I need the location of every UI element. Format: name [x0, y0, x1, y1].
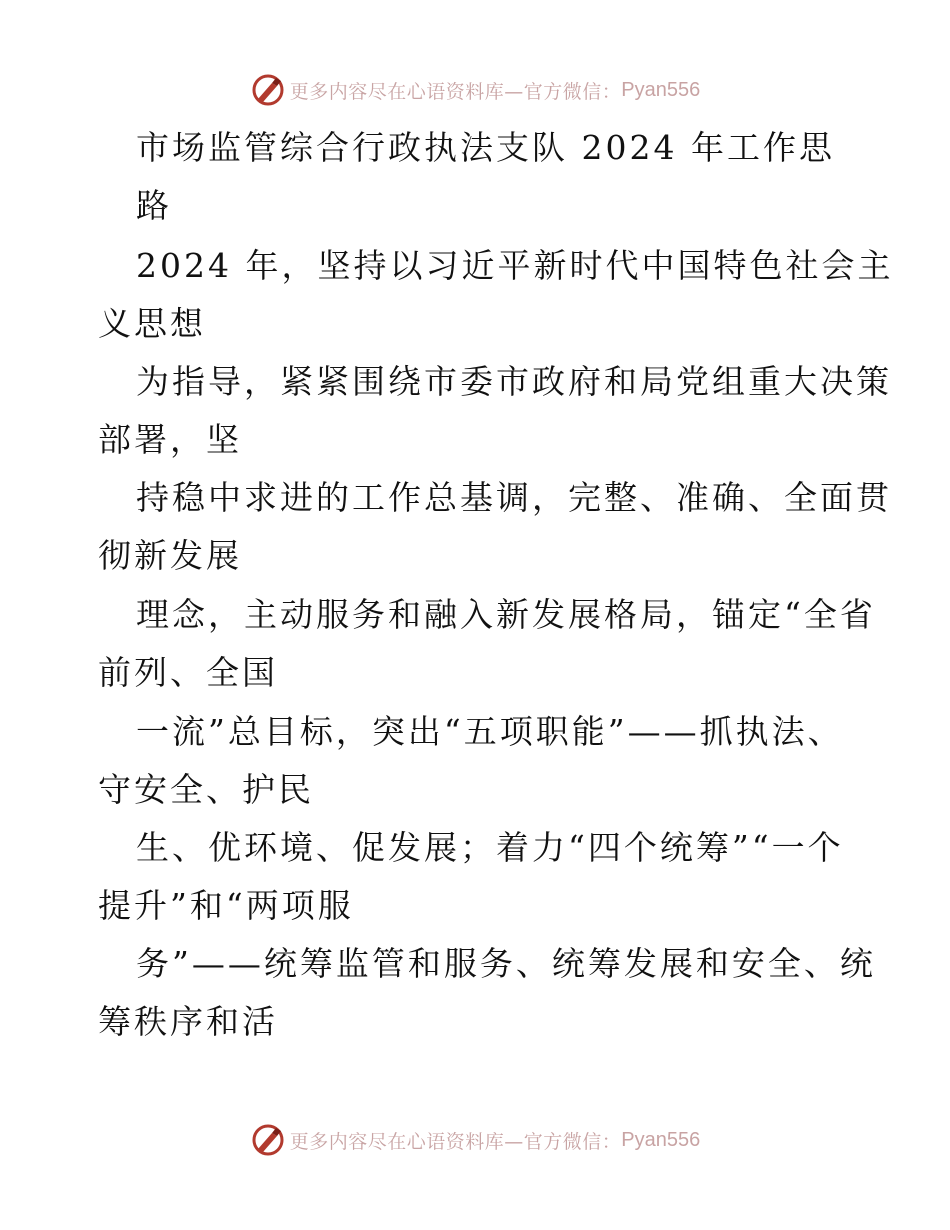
paragraph-line: 理念，主动服务和融入新发展格局，锚定“全省: [136, 595, 876, 634]
watermark-wechat-id: Pyan556: [621, 1128, 701, 1151]
footer-watermark: [0, 1120, 950, 1160]
watermark-text: 更多内容尽在心语资料库—官方微信：: [289, 80, 622, 103]
paragraph-line: 部署，坚: [98, 420, 242, 459]
paragraph-line: 2024 年，坚持以习近平新时代中国特色社会主: [136, 246, 894, 285]
paragraph-line: 务”——统筹监管和服务、统筹发展和安全、统: [136, 944, 876, 983]
watermark-wechat-id: Pyan556: [621, 78, 701, 101]
pen-logo-icon: [250, 72, 286, 108]
paragraph-line: 守安全、护民: [98, 770, 314, 809]
pen-logo-icon: [250, 1122, 286, 1158]
title-line-1: 市场监管综合行政执法支队 2024 年工作思: [136, 128, 835, 167]
paragraph-line: 义思想: [98, 304, 206, 343]
title-line-2: 路: [136, 186, 172, 225]
paragraph-line: 为指导，紧紧围绕市委市政府和局党组重大决策: [136, 362, 892, 401]
paragraph-line: 提升”和“两项服: [98, 886, 354, 925]
paragraph-line: 前列、全国: [98, 653, 278, 692]
paragraph-line: 一流”总目标，突出“五项职能”——抓执法、: [136, 712, 844, 751]
paragraph-line: 持稳中求进的工作总基调，完整、准确、全面贯: [136, 478, 892, 517]
paragraph-line: 彻新发展: [98, 536, 242, 575]
header-watermark: [0, 70, 950, 110]
paragraph-line: 筹秩序和活: [98, 1002, 278, 1041]
paragraph-line: 生、优环境、促发展；着力“四个统筹”“一个: [136, 828, 844, 867]
watermark-text: 更多内容尽在心语资料库—官方微信：: [289, 1130, 622, 1153]
